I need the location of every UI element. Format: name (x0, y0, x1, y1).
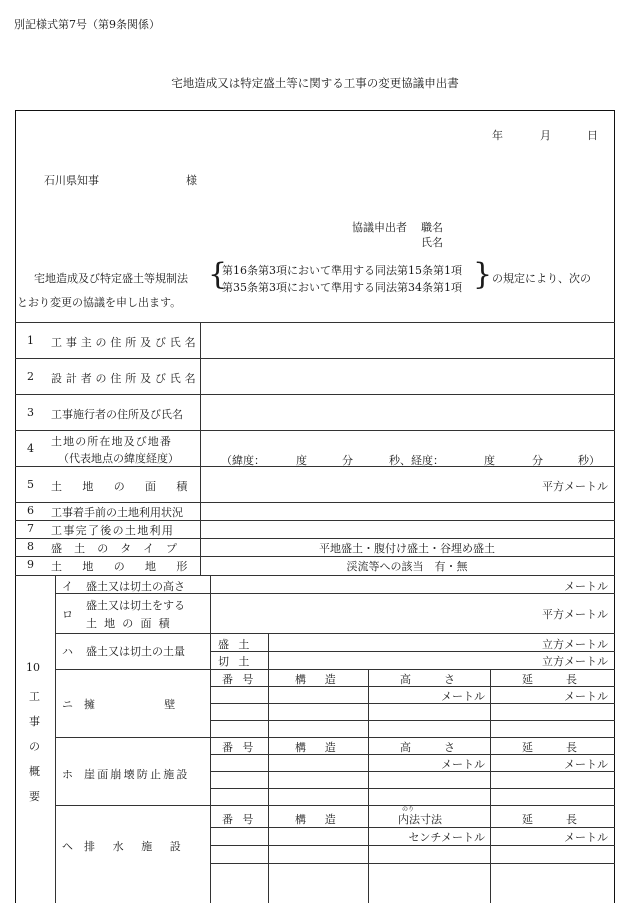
item-ro-kana: ロ (62, 608, 73, 621)
item-he-label: 排水施設 (84, 840, 199, 853)
intro-clause-2: 第35条第3項において準用する同法第34条第1項 (222, 281, 462, 294)
item-ro-label-1: 盛土又は切土をする (86, 599, 185, 612)
item-ni-col-structure: 構造 (295, 673, 355, 686)
item-ha-cut-unit: 立方メートル (542, 655, 608, 668)
row7-label: 工事完了後の土地利用 (51, 524, 175, 537)
row8-number: 8 (27, 540, 34, 553)
row8-label: 盛土のタイプ (51, 542, 190, 555)
item-i-kana: イ (62, 580, 73, 593)
item-ni-label: 擁壁 (84, 698, 245, 711)
frame-top (15, 110, 615, 111)
date-year: 年 (492, 129, 503, 142)
row4-label-1: 土地の所在地及び地番 (51, 435, 172, 448)
item-ro-label-2: 土地の面積 (86, 617, 177, 630)
frame-left (15, 110, 16, 903)
row4-min2: 分 (532, 454, 543, 467)
item-ho-length-unit: メートル (564, 758, 608, 771)
item-he-kana: ヘ (62, 840, 73, 853)
addressee-name: 石川県知事 (44, 174, 99, 187)
item-ni-col-length: 延長 (522, 673, 610, 686)
intro-suffix: の規定により、次の (492, 272, 591, 285)
addressee-honorific: 様 (186, 174, 197, 187)
row4-latitude: （緯度： (221, 454, 265, 467)
row6-label: 工事着手前の土地利用状況 (51, 506, 183, 519)
item-he-col-inner: 内法寸法 (398, 813, 442, 826)
right-brace: } (473, 257, 493, 292)
item-ni-length-unit: メートル (564, 690, 608, 703)
item-ha-cut: 切土 (218, 655, 259, 668)
left-brace: { (208, 257, 228, 292)
item-he-col-length: 延長 (522, 813, 610, 826)
row9-number: 9 (27, 558, 34, 571)
row10-heading-char-5: 要 (29, 790, 40, 803)
item-i-unit: メートル (564, 580, 608, 593)
date-day: 日 (587, 129, 598, 142)
row4-sec-longitude: 秒、経度： (389, 454, 444, 467)
form-reference: 別記様式第7号（第9条関係） (14, 18, 160, 31)
item-ha-kana: ハ (62, 645, 73, 658)
item-ho-col-number: 番号 (222, 741, 263, 754)
row7-number: 7 (27, 522, 34, 535)
applicant-label: 協議申出者 (352, 221, 407, 234)
item-i-label: 盛土又は切土の高さ (86, 580, 185, 593)
row10-heading-char-2: 事 (29, 715, 40, 728)
row5-label: 土地の面積 (51, 480, 208, 493)
item-ha-fill: 盛土 (218, 638, 259, 651)
row10-number: 10 (26, 661, 40, 674)
row2-label: 設計者の住所及び氏名 (51, 372, 200, 385)
item-he-length-unit: メートル (564, 831, 608, 844)
row8-value: 平地盛土・腹付け盛土・谷埋め盛土 (319, 542, 495, 555)
row1-label: 工事主の住所及び氏名 (51, 336, 200, 349)
item-ha-label: 盛土又は切土の土量 (86, 645, 185, 658)
intro-law: 宅地造成及び特定盛土等規制法 (34, 272, 188, 285)
item-he-col-structure: 構造 (295, 813, 355, 826)
row2-number: 2 (27, 370, 34, 383)
item-ho-kana: ホ (62, 768, 73, 781)
item-ni-col-number: 番号 (222, 673, 263, 686)
item-he-col-number: 番号 (222, 813, 263, 826)
date-month: 月 (540, 129, 551, 142)
intro-clause-1: 第16条第3項において準用する同法第15条第1項 (222, 264, 462, 277)
item-ni-col-height: 高さ (400, 673, 488, 686)
document-title: 宅地造成又は特定盛土等に関する工事の変更協議申出書 (171, 76, 459, 90)
row10-heading-char-1: 工 (29, 690, 40, 703)
row4-sec2: 秒） (578, 454, 600, 467)
row4-number: 4 (27, 442, 34, 455)
item-ho-height-unit: メートル (441, 758, 485, 771)
item-ro-unit: 平方メートル (542, 608, 608, 621)
applicant-name: 氏名 (421, 236, 443, 249)
row9-label: 土地の地形 (51, 560, 208, 573)
row5-number: 5 (27, 478, 34, 491)
row1-number: 1 (27, 334, 34, 347)
item-ho-col-height: 高さ (400, 741, 488, 754)
row9-value: 渓流等への該当 有・無 (346, 560, 468, 573)
row4-deg2: 度 (484, 454, 495, 467)
row4-deg: 度 (296, 454, 307, 467)
item-ho-col-structure: 構造 (295, 741, 355, 754)
item-ni-height-unit: メートル (441, 690, 485, 703)
intro-line-2: とおり変更の協議を申し出ます。 (17, 296, 182, 309)
row5-unit: 平方メートル (542, 480, 608, 493)
row3-label: 工事施行者の住所及び氏名 (51, 408, 183, 421)
item-ni-kana: ニ (62, 698, 73, 711)
item-he-inner-unit: センチメートル (408, 831, 485, 844)
item-ha-fill-unit: 立方メートル (542, 638, 608, 651)
row10-heading-char-4: 概 (29, 765, 40, 778)
item-ho-label: 崖面崩壊防止施設 (84, 768, 190, 781)
row4-label-2: （代表地点の緯度経度） (58, 452, 179, 465)
row10-heading-char-3: の (29, 740, 40, 753)
row4-min: 分 (342, 454, 353, 467)
frame-right (614, 110, 615, 903)
item-ho-col-length: 延長 (522, 741, 610, 754)
row6-number: 6 (27, 504, 34, 517)
item-he-ruby: のり (402, 806, 415, 813)
row3-number: 3 (27, 406, 34, 419)
applicant-post: 職名 (421, 221, 443, 234)
